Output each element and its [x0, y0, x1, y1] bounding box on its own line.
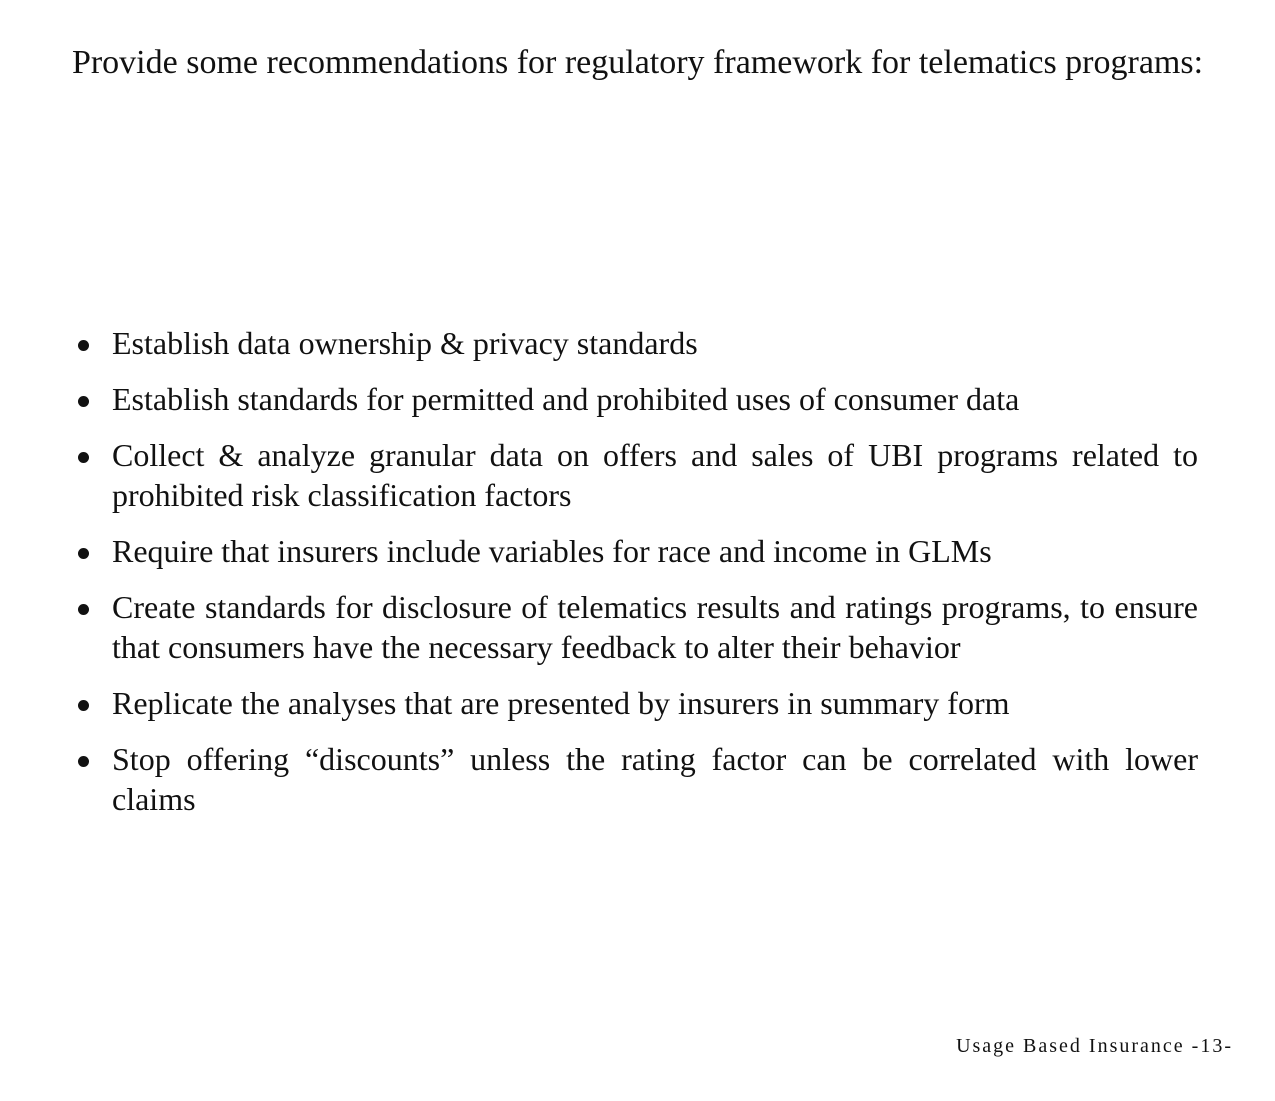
list-item-text: Create standards for disclosure of telematics results and ratings programs, to ensure that consumers have the necessary feedback to alter their behavior [112, 589, 1198, 665]
list-item-text: Replicate the analyses that are presented by insurers in summary form [112, 685, 1010, 721]
list-item-text: Collect & analyze granular data on offers and sales of UBI programs related to prohibited risk classification factors [112, 437, 1198, 513]
list-item [68, 683, 1198, 723]
list-item [68, 435, 1198, 515]
bullet-icon [78, 700, 89, 711]
list-item-text: Require that insurers include variables for race and income in GLMs [112, 533, 992, 569]
bullet-icon [78, 452, 89, 463]
list-item-text: Establish standards for permitted and prohibited uses of consumer data [112, 381, 1020, 417]
list-item [68, 379, 1198, 419]
list-item [68, 531, 1198, 571]
bullet-icon [78, 756, 89, 767]
list-item [68, 587, 1198, 667]
page-footer: Usage Based Insurance -13- [956, 1035, 1233, 1057]
list-item [68, 323, 1198, 363]
list-item-text: Establish data ownership & privacy standards [112, 325, 698, 361]
list-item-text: Stop offering “discounts” unless the rating factor can be correlated with lower claims [112, 741, 1198, 817]
bullet-icon [78, 604, 89, 615]
bullet-icon [78, 396, 89, 407]
list-item [68, 739, 1198, 819]
bullet-icon [78, 548, 89, 559]
bullet-icon [78, 340, 89, 351]
page-title: Provide some recommendations for regulatory framework for telematics programs: [71, 44, 1204, 81]
recommendation-list [68, 323, 1198, 835]
